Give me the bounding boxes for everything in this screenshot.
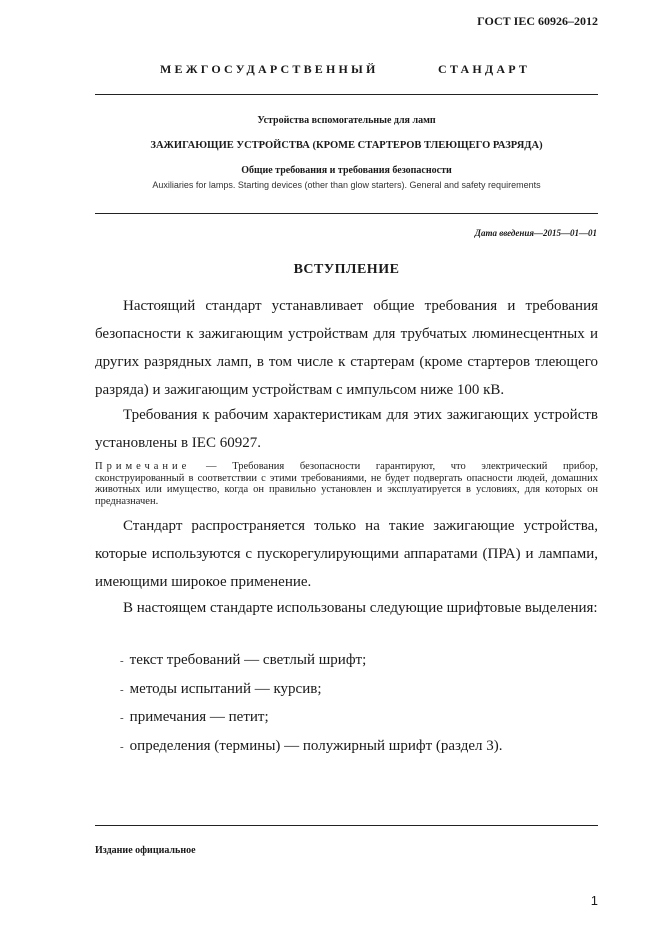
list-item-text: методы испытаний — курсив; [129,680,322,697]
list-item-text: текст требований — светлый шрифт; [129,652,367,668]
note-text: — Требования безопасности гарантируют, что электрический прибор, сконструированный в соответствии с этими требованиями, не будет подвергать опасности людей, домашних животных или имущество, когда он правильно установлен и эксплуатируется в условиях, для которых он предназначен. [95,461,598,507]
title-line-1: Устройства вспомогательные для ламп [257,115,436,126]
section-heading: ВСТУПЛЕНИЕ [293,262,400,277]
title-line-3: Общие требования и требования безопасности [241,165,452,176]
list-item [120,735,502,764]
footer-divider [95,825,598,826]
font-list [120,649,502,763]
standard-label: СТАНДАРТ [438,62,531,76]
list-item [120,678,502,707]
list-bullet: - [120,683,124,696]
title-english: Auxiliaries for lamps. Starting devices (other than glow starters). General and safety requirements [152,180,541,190]
note-block [95,461,598,507]
list-item [120,706,502,735]
list-item-text: примечания — петит; [129,709,269,725]
title-divider [95,213,598,214]
top-divider [95,94,598,95]
introduction-date: Дата введения—2015—01—01 [474,228,597,238]
page-number: 1 [590,893,598,908]
list-item-text: определения (термины) — полужирный шрифт (раздел 3). [129,737,503,754]
edition-label: Издание официальное [95,845,196,856]
standard-code: ГОСТ IEC 60926–2012 [477,14,598,28]
paragraph-fonts: В настоящем стандарте использованы следующие шрифтовые выделения: [123,600,598,616]
list-bullet: - [120,712,124,724]
note-label: Примечание [95,461,191,472]
list-bullet: - [120,740,124,753]
list-item [120,649,502,678]
title-line-2: ЗАЖИГАЮЩИЕ УСТРОЙСТВА (КРОМЕ СТАРТЕРОВ ТЛЕЮЩЕГО РАЗРЯДА) [150,140,543,151]
list-bullet: - [120,655,124,667]
paragraph-applicability: Стандарт распространяется только на такие зажигающие устройства, которые используются с пускорегулирующими аппаратами (ПРА) и лампами, имеющими широкое применение. [95,518,598,590]
paragraph-scope: Настоящий стандарт устанавливает общие требования и требования безопасности к зажигающим устройствам для трубчатых люминесцентных и других разрядных ламп, в том числе к стартерам (кроме стартеров тлеющего разряда) и зажигающим устройствам с импульсом ниже 100 кВ. [95,298,598,398]
interstate-label: МЕЖГОСУДАРСТВЕННЫЙ [160,62,379,76]
paragraph-performance: Требования к рабочим характеристикам для этих зажигающих устройств установлены в IEC 60927. [95,407,598,451]
